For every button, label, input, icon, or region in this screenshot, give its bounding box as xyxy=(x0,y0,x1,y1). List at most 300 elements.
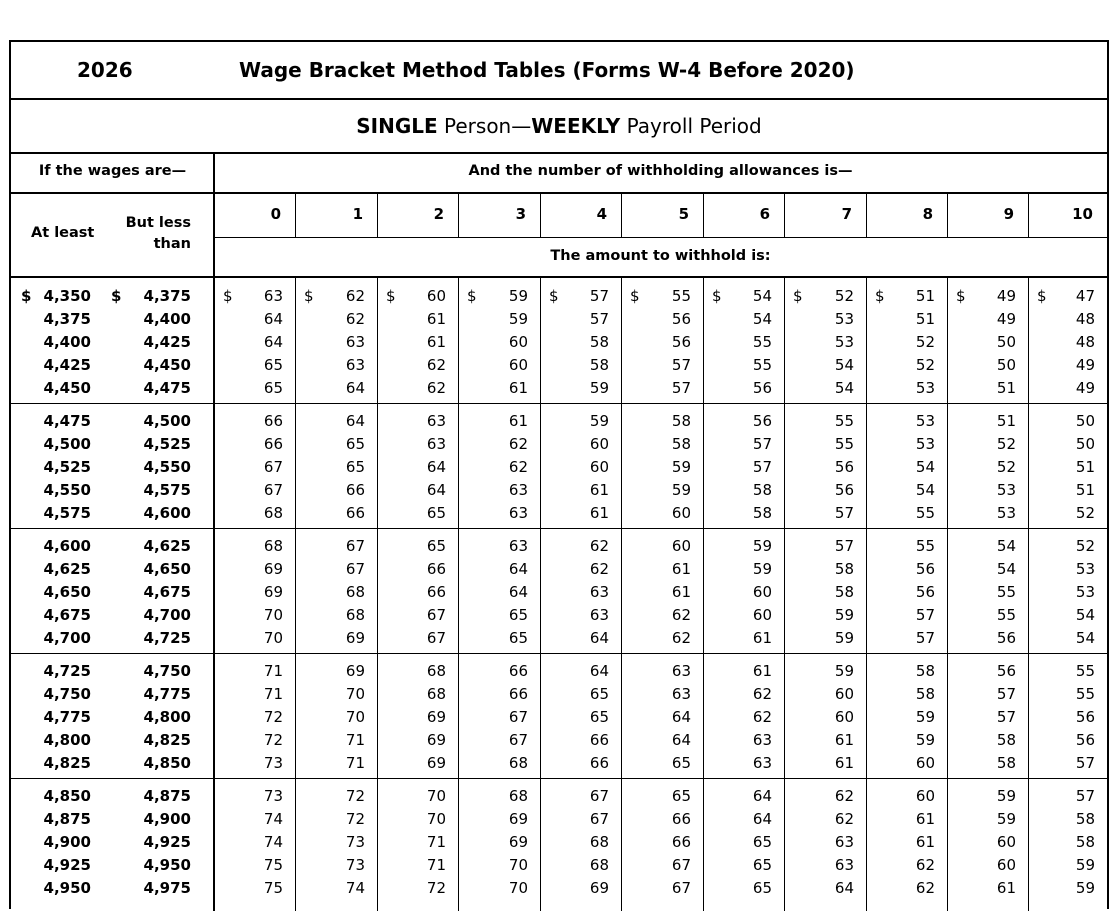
wage-but-less: 4,925 xyxy=(143,833,191,851)
dollar-sign: $ xyxy=(21,287,32,305)
withholding-amount: 65 xyxy=(426,504,446,522)
wage-but-less: 4,625 xyxy=(143,537,191,555)
withholding-amount: 61 xyxy=(915,810,935,828)
wage-but-less: 4,700 xyxy=(143,606,191,624)
withholding-amount: 65 xyxy=(671,787,691,805)
withholding-amount: 75 xyxy=(263,879,283,897)
withholding-amount: 64 xyxy=(426,481,446,499)
withholding-amount: 65 xyxy=(671,754,691,772)
withholding-amount: 61 xyxy=(508,379,528,397)
withholding-amount: 57 xyxy=(1075,754,1095,772)
withholding-amount: 66 xyxy=(671,833,691,851)
withholding-amount: 68 xyxy=(426,662,446,680)
wage-but-less: 4,575 xyxy=(143,481,191,499)
wage-at-least: 4,350 xyxy=(43,287,91,305)
withholding-amount: 59 xyxy=(752,537,772,555)
withholding-amount: 56 xyxy=(752,379,772,397)
withholding-amount: 51 xyxy=(915,287,935,305)
withholding-amount: 63 xyxy=(834,856,854,874)
withholding-amount: 64 xyxy=(834,879,854,897)
withholding-amount: 62 xyxy=(752,685,772,703)
withholding-amount: 64 xyxy=(752,787,772,805)
withholding-amount: 62 xyxy=(589,537,609,555)
withholding-amount: 49 xyxy=(1075,356,1095,374)
withholding-amount: 66 xyxy=(426,583,446,601)
at-least-header: At least xyxy=(31,225,95,241)
wage-at-least: 4,625 xyxy=(43,560,91,578)
withholding-amount: 61 xyxy=(834,731,854,749)
withholding-amount: 59 xyxy=(752,560,772,578)
withholding-amount: 60 xyxy=(996,856,1016,874)
group-divider xyxy=(11,403,1107,404)
wage-at-least: 4,575 xyxy=(43,504,91,522)
withholding-amount: 62 xyxy=(508,435,528,453)
withholding-amount: 61 xyxy=(752,662,772,680)
withholding-amount: 69 xyxy=(263,583,283,601)
withholding-amount: 55 xyxy=(834,435,854,453)
withholding-amount: 54 xyxy=(1075,606,1095,624)
withholding-amount: 61 xyxy=(426,333,446,351)
withholding-amount: 64 xyxy=(508,560,528,578)
withholding-amount: 48 xyxy=(1075,333,1095,351)
wage-but-less: 4,600 xyxy=(143,504,191,522)
withholding-amount: 53 xyxy=(834,333,854,351)
withholding-amount: 58 xyxy=(589,356,609,374)
withholding-amount: 67 xyxy=(589,787,609,805)
wage-at-least: 4,650 xyxy=(43,583,91,601)
withholding-amount: 55 xyxy=(752,356,772,374)
wage-at-least: 4,525 xyxy=(43,458,91,476)
withholding-amount: 72 xyxy=(263,708,283,726)
allowance-column-header: 10 xyxy=(1072,205,1093,223)
table-subtitle: SINGLE Person—WEEKLY Payroll Period xyxy=(356,114,762,138)
withholding-amount: 58 xyxy=(589,333,609,351)
withholding-amount: 61 xyxy=(508,412,528,430)
withholding-amount: 66 xyxy=(589,754,609,772)
group-divider xyxy=(11,653,1107,654)
withholding-amount: 67 xyxy=(671,879,691,897)
dollar-sign: $ xyxy=(793,287,803,305)
withholding-amount: 56 xyxy=(996,629,1016,647)
withholding-amount: 71 xyxy=(263,662,283,680)
withholding-amount: 60 xyxy=(671,537,691,555)
wage-but-less: 4,975 xyxy=(143,879,191,897)
withholding-amount: 58 xyxy=(671,435,691,453)
withholding-amount: 61 xyxy=(996,879,1016,897)
group-divider xyxy=(11,528,1107,529)
withholding-amount: 59 xyxy=(1075,879,1095,897)
withholding-amount: 63 xyxy=(508,537,528,555)
withholding-amount: 57 xyxy=(589,310,609,328)
withholding-amount: 63 xyxy=(834,833,854,851)
withholding-amount: 68 xyxy=(263,504,283,522)
withholding-amount: 62 xyxy=(589,560,609,578)
withholding-amount: 66 xyxy=(345,481,365,499)
wage-but-less: 4,375 xyxy=(143,287,191,305)
withholding-amount: 62 xyxy=(752,708,772,726)
withholding-amount: 68 xyxy=(426,685,446,703)
withholding-amount: 63 xyxy=(589,606,609,624)
withholding-amount: 65 xyxy=(752,833,772,851)
withholding-amount: 54 xyxy=(752,287,772,305)
withholding-amount: 58 xyxy=(671,412,691,430)
withholding-amount: 69 xyxy=(426,708,446,726)
wage-but-less: 4,425 xyxy=(143,333,191,351)
withholding-amount: 67 xyxy=(508,731,528,749)
withholding-amount: 52 xyxy=(996,435,1016,453)
withholding-amount: 58 xyxy=(1075,833,1095,851)
withholding-amount: 62 xyxy=(508,458,528,476)
withholding-amount: 75 xyxy=(263,856,283,874)
wage-at-least: 4,750 xyxy=(43,685,91,703)
withholding-amount: 59 xyxy=(508,287,528,305)
withholding-amount: 50 xyxy=(1075,412,1095,430)
withholding-amount: 51 xyxy=(996,412,1016,430)
dollar-sign: $ xyxy=(386,287,396,305)
wage-but-less: 4,500 xyxy=(143,412,191,430)
withholding-amount: 53 xyxy=(915,412,935,430)
withholding-amount: 64 xyxy=(426,458,446,476)
withholding-amount: 64 xyxy=(752,810,772,828)
withholding-amount: 63 xyxy=(752,731,772,749)
withholding-amount: 54 xyxy=(915,458,935,476)
wage-but-less: 4,675 xyxy=(143,583,191,601)
dollar-sign: $ xyxy=(549,287,559,305)
withholding-amount: 71 xyxy=(345,754,365,772)
withholding-amount: 64 xyxy=(345,412,365,430)
withholding-amount: 64 xyxy=(263,310,283,328)
withholding-amount: 68 xyxy=(345,583,365,601)
wages-header: If the wages are— xyxy=(38,163,187,179)
withholding-amount: 64 xyxy=(671,708,691,726)
wage-at-least: 4,600 xyxy=(43,537,91,555)
withholding-amount: 59 xyxy=(834,629,854,647)
withholding-amount: 64 xyxy=(671,731,691,749)
withholding-amount: 59 xyxy=(915,708,935,726)
withholding-amount: 52 xyxy=(996,458,1016,476)
group-divider xyxy=(11,778,1107,779)
withholding-amount: 50 xyxy=(996,333,1016,351)
wage-at-least: 4,725 xyxy=(43,662,91,680)
withholding-amount: 69 xyxy=(589,879,609,897)
withholding-amount: 62 xyxy=(915,856,935,874)
withholding-amount: 62 xyxy=(426,356,446,374)
withholding-amount: 53 xyxy=(834,310,854,328)
withholding-amount: 56 xyxy=(915,583,935,601)
withholding-amount: 57 xyxy=(671,356,691,374)
withholding-amount: 51 xyxy=(1075,481,1095,499)
withholding-amount: 62 xyxy=(345,287,365,305)
withholding-amount: 71 xyxy=(345,731,365,749)
wage-at-least: 4,900 xyxy=(43,833,91,851)
wage-at-least: 4,400 xyxy=(43,333,91,351)
withholding-amount: 58 xyxy=(834,583,854,601)
withholding-amount: 71 xyxy=(426,856,446,874)
withholding-amount: 50 xyxy=(1075,435,1095,453)
withholding-amount: 55 xyxy=(915,504,935,522)
withholding-amount: 63 xyxy=(345,333,365,351)
withholding-amount: 60 xyxy=(915,787,935,805)
withholding-amount: 57 xyxy=(915,629,935,647)
withholding-amount: 63 xyxy=(345,356,365,374)
wage-but-less: 4,450 xyxy=(143,356,191,374)
withholding-amount: 65 xyxy=(263,379,283,397)
withholding-amount: 63 xyxy=(671,685,691,703)
withholding-amount: 58 xyxy=(996,754,1016,772)
withholding-amount: 69 xyxy=(426,731,446,749)
withholding-amount: 57 xyxy=(915,606,935,624)
withholding-amount: 58 xyxy=(752,481,772,499)
withholding-amount: 63 xyxy=(752,754,772,772)
withholding-amount: 69 xyxy=(345,662,365,680)
withholding-amount: 66 xyxy=(508,685,528,703)
withholding-amount: 56 xyxy=(752,412,772,430)
withholding-amount: 54 xyxy=(915,481,935,499)
wage-at-least: 4,700 xyxy=(43,629,91,647)
withholding-amount: 62 xyxy=(671,629,691,647)
wage-at-least: 4,450 xyxy=(43,379,91,397)
dollar-sign: $ xyxy=(467,287,477,305)
withholding-amount: 59 xyxy=(508,310,528,328)
withholding-amount: 70 xyxy=(426,810,446,828)
withholding-amount: 63 xyxy=(671,662,691,680)
withholding-amount: 53 xyxy=(996,481,1016,499)
wage-but-less: 4,550 xyxy=(143,458,191,476)
dollar-sign: $ xyxy=(223,287,233,305)
withholding-amount: 61 xyxy=(671,560,691,578)
withholding-amount: 69 xyxy=(345,629,365,647)
withholding-amount: 63 xyxy=(426,412,446,430)
withholding-amount: 60 xyxy=(834,685,854,703)
divider xyxy=(11,152,1107,154)
withholding-amount: 74 xyxy=(345,879,365,897)
withholding-amount: 66 xyxy=(345,504,365,522)
withholding-amount: 53 xyxy=(996,504,1016,522)
withholding-amount: 55 xyxy=(834,412,854,430)
withholding-amount: 59 xyxy=(996,810,1016,828)
withholding-amount: 60 xyxy=(752,583,772,601)
withholding-amount: 70 xyxy=(345,685,365,703)
divider xyxy=(11,98,1107,100)
withholding-amount: 55 xyxy=(915,537,935,555)
withholding-amount: 56 xyxy=(834,481,854,499)
withholding-amount: 53 xyxy=(1075,583,1095,601)
withholding-amount: 67 xyxy=(426,606,446,624)
wage-but-less: 4,475 xyxy=(143,379,191,397)
withholding-amount: 56 xyxy=(834,458,854,476)
wage-at-least: 4,675 xyxy=(43,606,91,624)
wage-but-less: 4,750 xyxy=(143,662,191,680)
withholding-amount: 67 xyxy=(426,629,446,647)
divider xyxy=(214,237,1107,238)
dollar-sign: $ xyxy=(712,287,722,305)
withholding-amount: 71 xyxy=(426,833,446,851)
withholding-amount: 59 xyxy=(589,379,609,397)
dollar-sign: $ xyxy=(111,287,122,305)
withholding-amount: 57 xyxy=(589,287,609,305)
allowance-column-header: 9 xyxy=(1003,205,1014,223)
withholding-amount: 64 xyxy=(263,333,283,351)
withholding-amount: 53 xyxy=(915,435,935,453)
withholding-amount: 59 xyxy=(671,458,691,476)
allowance-column-header: 7 xyxy=(841,205,852,223)
withholding-amount: 62 xyxy=(345,310,365,328)
withholding-amount: 57 xyxy=(996,685,1016,703)
withholding-amount: 60 xyxy=(589,435,609,453)
withholding-amount: 52 xyxy=(915,356,935,374)
withholding-amount: 49 xyxy=(996,287,1016,305)
withholding-amount: 63 xyxy=(589,583,609,601)
allowance-column-header: 2 xyxy=(433,205,444,223)
withholding-amount: 56 xyxy=(996,662,1016,680)
withholding-amount: 59 xyxy=(996,787,1016,805)
withholding-amount: 63 xyxy=(508,481,528,499)
divider xyxy=(11,192,1107,194)
withholding-amount: 61 xyxy=(834,754,854,772)
withholding-amount: 54 xyxy=(996,560,1016,578)
withholding-amount: 69 xyxy=(263,560,283,578)
withholding-amount: 55 xyxy=(1075,662,1095,680)
withholding-amount: 69 xyxy=(508,833,528,851)
withholding-amount: 66 xyxy=(671,810,691,828)
withholding-amount: 58 xyxy=(1075,810,1095,828)
withholding-amount: 68 xyxy=(508,787,528,805)
withholding-amount: 54 xyxy=(834,356,854,374)
withholding-amount: 64 xyxy=(589,662,609,680)
withholding-amount: 70 xyxy=(508,856,528,874)
withholding-amount: 60 xyxy=(834,708,854,726)
withholding-amount: 65 xyxy=(345,435,365,453)
withholding-amount: 57 xyxy=(834,504,854,522)
wage-but-less: 4,800 xyxy=(143,708,191,726)
withholding-amount: 67 xyxy=(508,708,528,726)
wage-but-less: 4,775 xyxy=(143,685,191,703)
withholding-amount: 72 xyxy=(263,731,283,749)
wage-bracket-table xyxy=(9,40,1109,909)
withholding-amount: 72 xyxy=(426,879,446,897)
withholding-amount: 70 xyxy=(263,629,283,647)
withholding-amount: 62 xyxy=(915,879,935,897)
wage-but-less: 4,400 xyxy=(143,310,191,328)
withholding-amount: 65 xyxy=(589,685,609,703)
withholding-amount: 58 xyxy=(996,731,1016,749)
wage-at-least: 4,550 xyxy=(43,481,91,499)
withholding-amount: 70 xyxy=(508,879,528,897)
withholding-amount: 61 xyxy=(752,629,772,647)
withholding-amount: 67 xyxy=(345,560,365,578)
withholding-amount: 69 xyxy=(426,754,446,772)
wage-at-least: 4,850 xyxy=(43,787,91,805)
withholding-amount: 68 xyxy=(589,856,609,874)
withholding-amount: 68 xyxy=(345,606,365,624)
allowance-column-header: 5 xyxy=(678,205,689,223)
wage-at-least: 4,475 xyxy=(43,412,91,430)
wage-at-least: 4,825 xyxy=(43,754,91,772)
withholding-amount: 62 xyxy=(834,810,854,828)
withholding-amount: 56 xyxy=(915,560,935,578)
withholding-amount: 59 xyxy=(834,606,854,624)
withholding-amount: 58 xyxy=(834,560,854,578)
withholding-amount: 67 xyxy=(671,856,691,874)
withholding-amount: 61 xyxy=(589,504,609,522)
table-title: Wage Bracket Method Tables (Forms W-4 Before 2020) xyxy=(239,58,855,82)
withholding-amount: 57 xyxy=(834,537,854,555)
allowance-column-header: 1 xyxy=(352,205,363,223)
withholding-amount: 61 xyxy=(589,481,609,499)
withholding-amount: 56 xyxy=(1075,731,1095,749)
withholding-amount: 62 xyxy=(671,606,691,624)
wage-at-least: 4,500 xyxy=(43,435,91,453)
withholding-amount: 56 xyxy=(671,310,691,328)
withholding-amount: 65 xyxy=(589,708,609,726)
withholding-amount: 66 xyxy=(589,731,609,749)
but-less-header-line2: than xyxy=(153,236,191,252)
withholding-amount: 74 xyxy=(263,810,283,828)
withholding-amount: 59 xyxy=(834,662,854,680)
withholding-amount: 57 xyxy=(1075,787,1095,805)
withholding-amount: 52 xyxy=(1075,504,1095,522)
withholding-amount: 61 xyxy=(426,310,446,328)
withholding-amount: 50 xyxy=(996,356,1016,374)
withholding-amount: 60 xyxy=(752,606,772,624)
withholding-amount: 66 xyxy=(263,435,283,453)
withholding-amount: 58 xyxy=(915,685,935,703)
withholding-amount: 57 xyxy=(671,379,691,397)
withholding-amount: 54 xyxy=(1075,629,1095,647)
allowance-column-header: 6 xyxy=(759,205,770,223)
wage-but-less: 4,725 xyxy=(143,629,191,647)
amount-header: The amount to withhold is: xyxy=(550,248,771,264)
withholding-amount: 71 xyxy=(263,685,283,703)
withholding-amount: 65 xyxy=(508,606,528,624)
wage-but-less: 4,950 xyxy=(143,856,191,874)
withholding-amount: 73 xyxy=(263,754,283,772)
withholding-amount: 49 xyxy=(996,310,1016,328)
withholding-amount: 60 xyxy=(508,333,528,351)
withholding-amount: 66 xyxy=(508,662,528,680)
withholding-amount: 55 xyxy=(996,606,1016,624)
withholding-amount: 55 xyxy=(1075,685,1095,703)
withholding-amount: 73 xyxy=(263,787,283,805)
withholding-amount: 60 xyxy=(671,504,691,522)
withholding-amount: 66 xyxy=(426,560,446,578)
withholding-amount: 64 xyxy=(508,583,528,601)
withholding-amount: 72 xyxy=(345,787,365,805)
divider xyxy=(11,276,1107,278)
withholding-amount: 67 xyxy=(589,810,609,828)
withholding-amount: 54 xyxy=(752,310,772,328)
withholding-amount: 58 xyxy=(752,504,772,522)
withholding-amount: 57 xyxy=(752,458,772,476)
wage-at-least: 4,800 xyxy=(43,731,91,749)
withholding-amount: 62 xyxy=(426,379,446,397)
dollar-sign: $ xyxy=(1037,287,1047,305)
withholding-amount: 51 xyxy=(915,310,935,328)
withholding-amount: 67 xyxy=(263,481,283,499)
withholding-amount: 56 xyxy=(1075,708,1095,726)
withholding-amount: 56 xyxy=(671,333,691,351)
wage-at-least: 4,775 xyxy=(43,708,91,726)
withholding-amount: 65 xyxy=(752,856,772,874)
withholding-amount: 60 xyxy=(589,458,609,476)
dollar-sign: $ xyxy=(956,287,966,305)
wage-but-less: 4,875 xyxy=(143,787,191,805)
dollar-sign: $ xyxy=(630,287,640,305)
withholding-amount: 72 xyxy=(345,810,365,828)
withholding-amount: 67 xyxy=(345,537,365,555)
withholding-amount: 61 xyxy=(915,833,935,851)
wage-but-less: 4,825 xyxy=(143,731,191,749)
